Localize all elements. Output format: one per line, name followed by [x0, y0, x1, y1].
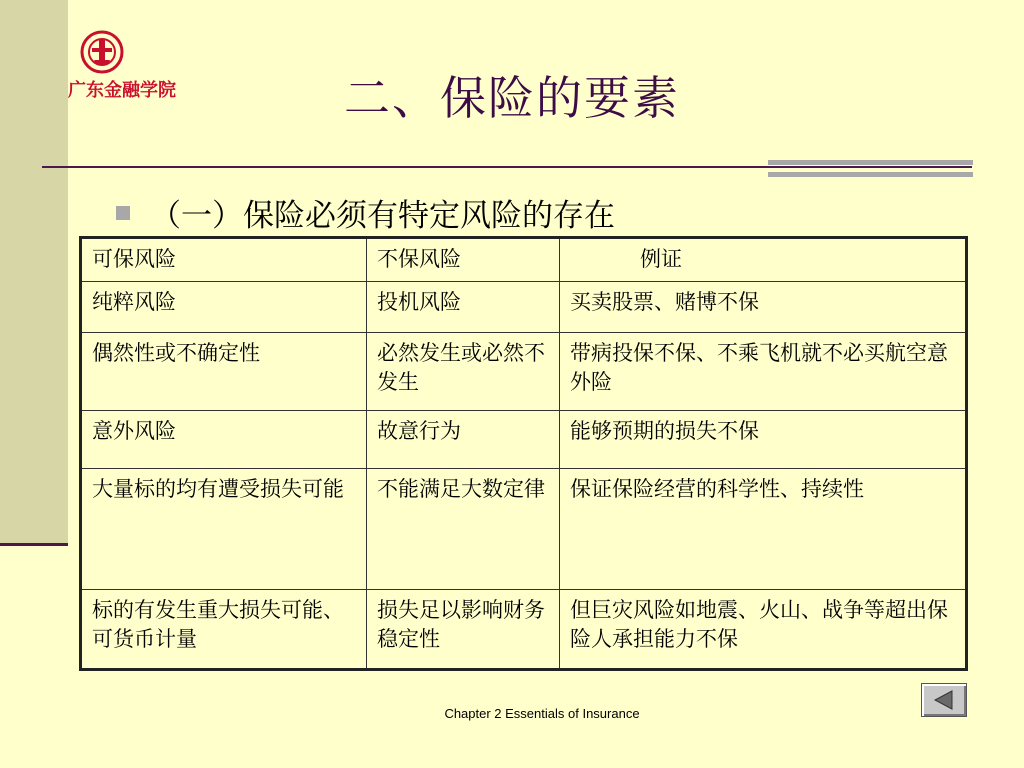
- sidebar-underline: [0, 543, 68, 546]
- table-row: [81, 333, 967, 411]
- table-row: [81, 411, 967, 469]
- svg-text:广东金融学院: 广东金融学院: [68, 80, 176, 101]
- table-cell: 带病投保不保、不乘飞机就不必买航空意外险: [560, 333, 967, 411]
- table-header-row: [81, 238, 967, 282]
- title-accent-bar: [768, 160, 973, 165]
- table-cell: 纯粹风险: [81, 282, 367, 333]
- table-cell: 标的有发生重大损失可能、可货币计量: [81, 590, 367, 670]
- header-insurable-risk: 可保风险: [81, 238, 367, 282]
- table-cell: 保证保险经营的科学性、持续性: [560, 469, 967, 590]
- footer-text: Chapter 2 Essentials of Insurance: [444, 706, 640, 721]
- table-cell: 能够预期的损失不保: [560, 411, 967, 469]
- table-cell: 损失足以影响财务稳定性: [367, 590, 560, 670]
- table-cell: 大量标的均有遭受损失可能: [81, 469, 367, 590]
- table-cell: 意外风险: [81, 411, 367, 469]
- title-accent-bar-lower: [768, 172, 973, 177]
- header-example: 例证: [560, 238, 967, 282]
- table-cell: 不能满足大数定律: [367, 469, 560, 590]
- bullet-text: （一）保险必须有特定风险的存在: [150, 198, 615, 234]
- table-row: [81, 590, 967, 670]
- table-row: [81, 469, 967, 590]
- table-cell: 必然发生或必然不发生: [367, 333, 560, 411]
- table-cell: 故意行为: [367, 411, 560, 469]
- header-uninsurable-risk: 不保风险: [367, 238, 560, 282]
- square-bullet-icon: [116, 206, 130, 220]
- previous-slide-button[interactable]: [921, 683, 967, 717]
- slide-title: 二、保险的要素: [344, 71, 680, 125]
- table-cell: 但巨灾风险如地震、火山、战争等超出保险人承担能力不保: [560, 590, 967, 670]
- previous-slide-icon: [922, 684, 966, 716]
- table-cell: 偶然性或不确定性: [81, 333, 367, 411]
- table-cell: 投机风险: [367, 282, 560, 333]
- risk-table: [79, 236, 968, 671]
- title-rule: [42, 166, 972, 168]
- table-cell: 买卖股票、赌博不保: [560, 282, 967, 333]
- bullet-point: [116, 190, 615, 235]
- table-row: [81, 282, 967, 333]
